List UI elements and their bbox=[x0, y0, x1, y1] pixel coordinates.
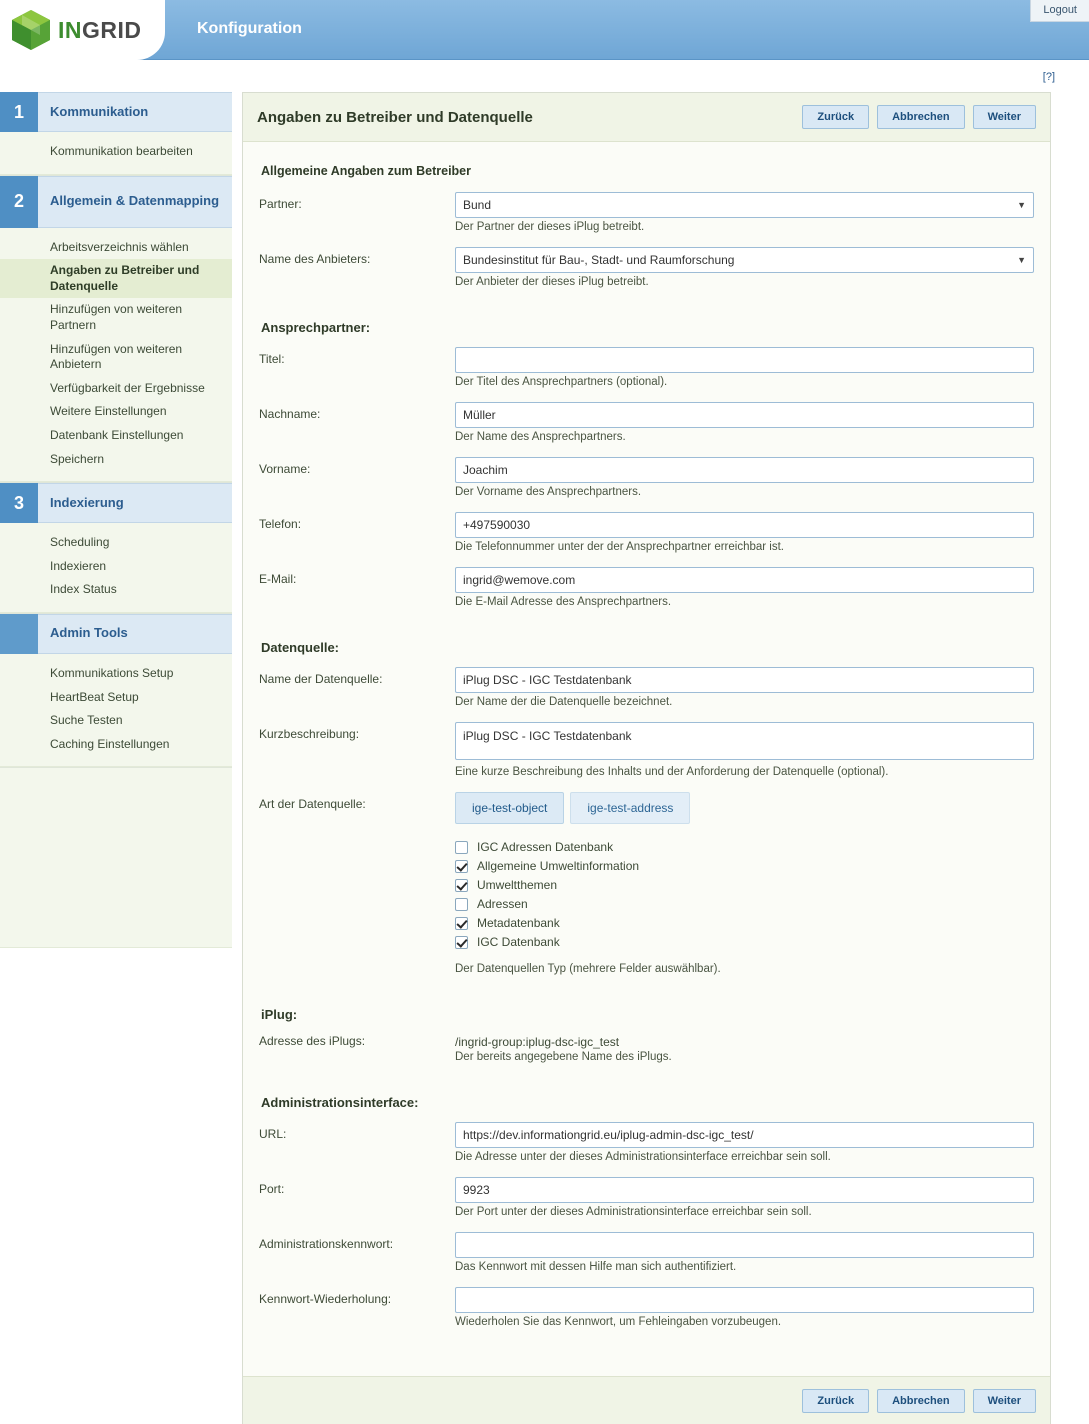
hint-iplug-address: Der bereits angegebene Name des iPlugs. bbox=[455, 1051, 672, 1063]
hint-datasource-name: Der Name der die Datenquelle bezeichnet. bbox=[455, 696, 673, 708]
port-input[interactable] bbox=[455, 1177, 1034, 1203]
title-input[interactable] bbox=[455, 347, 1034, 373]
sidebar-item-angaben-betreiber[interactable]: Angaben zu Betreiber und Datenquelle bbox=[0, 259, 232, 298]
checkbox-label-metadatenbank: Metadatenbank bbox=[477, 916, 560, 930]
label-url: URL: bbox=[259, 1127, 287, 1141]
sidebar-items-1 bbox=[0, 132, 232, 175]
field-iplug-address bbox=[259, 1034, 1034, 1073]
page-title: Konfiguration bbox=[197, 20, 302, 37]
label-datasource-name: Name der Datenquelle: bbox=[259, 672, 383, 686]
sidebar-item-speichern[interactable]: Speichern bbox=[50, 451, 105, 466]
sidebar-group-indexierung bbox=[0, 483, 232, 614]
sidebar-item-kommunikation-bearbeiten[interactable]: Kommunikation bearbeiten bbox=[50, 144, 193, 158]
partner-select[interactable] bbox=[455, 192, 1034, 218]
back-button-bottom[interactable]: Zurück bbox=[802, 1389, 869, 1413]
field-email bbox=[259, 567, 1034, 618]
checkbox-label-igc-adressen-datenbank: IGC Adressen Datenbank bbox=[477, 840, 614, 854]
field-password-repeat bbox=[259, 1287, 1034, 1338]
hint-datasource-type: Der Datenquellen Typ (mehrere Felder auswählbar). bbox=[455, 963, 721, 975]
next-button-bottom[interactable]: Weiter bbox=[973, 1389, 1036, 1413]
sidebar-item-verfuegbarkeit[interactable]: Verfügbarkeit der Ergebnisse bbox=[50, 380, 205, 395]
checkbox-label-igc-datenbank: IGC Datenbank bbox=[477, 935, 560, 949]
logo-text-grid: GRID bbox=[82, 16, 142, 43]
checkbox-label-adressen: Adressen bbox=[477, 897, 528, 911]
admin-password-input[interactable] bbox=[455, 1232, 1034, 1258]
label-port: Port: bbox=[259, 1182, 285, 1196]
help-link[interactable]: [?] bbox=[1042, 71, 1055, 83]
cancel-button-bottom[interactable]: Abbrechen bbox=[877, 1389, 964, 1413]
checkbox-label-umweltthemen: Umweltthemen bbox=[477, 878, 558, 892]
label-phone: Telefon: bbox=[259, 517, 302, 531]
sidebar-item-caching-einstellungen[interactable]: Caching Einstellungen bbox=[50, 736, 170, 751]
label-provider: Name des Anbieters: bbox=[259, 252, 371, 266]
sidebar-step-number-1: 1 bbox=[0, 92, 38, 132]
sidebar-item-suche-testen[interactable]: Suche Testen bbox=[50, 713, 123, 728]
provider-select[interactable] bbox=[455, 247, 1034, 273]
help-row bbox=[0, 60, 1089, 92]
hint-email: Die E-Mail Adresse des Ansprechpartners. bbox=[455, 596, 672, 608]
field-title bbox=[259, 347, 1034, 398]
hint-provider: Der Anbieter der dieses iPlug betreibt. bbox=[455, 276, 649, 288]
label-email: E-Mail: bbox=[259, 572, 297, 586]
field-port bbox=[259, 1177, 1034, 1228]
sidebar-item-weitere-anbieter[interactable]: Hinzufügen von weiteren Anbietern bbox=[50, 341, 183, 372]
app-header bbox=[0, 0, 1089, 60]
field-provider bbox=[259, 247, 1034, 298]
form-body bbox=[243, 142, 1050, 1358]
hint-short-description: Eine kurze Beschreibung des Inhalts und der Anforderung der Datenquelle (optional). bbox=[455, 766, 889, 778]
sidebar-item-heartbeat-setup[interactable]: HeartBeat Setup bbox=[50, 689, 139, 704]
value-iplug-address: /ingrid-group:iplug-dsc-igc_test bbox=[455, 1035, 620, 1049]
sidebar-items-4 bbox=[0, 654, 232, 767]
phone-input[interactable] bbox=[455, 512, 1034, 538]
sidebar-header-label-2: Allgemein & Datenmapping bbox=[50, 193, 220, 209]
hint-lastname: Der Name des Ansprechpartners. bbox=[455, 431, 626, 443]
hint-phone: Die Telefonnummer unter der der Ansprechpartner erreichbar ist. bbox=[455, 541, 784, 553]
tab-ige-test-object[interactable]: ige-test-object bbox=[455, 792, 564, 824]
sidebar-header-indexierung[interactable] bbox=[0, 483, 232, 523]
logo bbox=[0, 0, 165, 60]
checkbox-allgemeine-umweltinformation[interactable] bbox=[455, 860, 468, 873]
label-partner: Partner: bbox=[259, 197, 302, 211]
sidebar-step-number-blank bbox=[0, 614, 38, 654]
chevron-down-icon: ▼ bbox=[1017, 200, 1026, 210]
sidebar-group-allgemein bbox=[0, 176, 232, 484]
sidebar-header-label-1: Kommunikation bbox=[50, 103, 149, 119]
datasource-tabs bbox=[455, 792, 1034, 824]
next-button-top[interactable]: Weiter bbox=[973, 105, 1036, 129]
label-iplug-address: Adresse des iPlugs: bbox=[259, 1034, 366, 1048]
checkbox-metadatenbank[interactable] bbox=[455, 917, 468, 930]
sidebar-step-number-2: 2 bbox=[0, 176, 38, 228]
checkbox-adressen[interactable] bbox=[455, 898, 468, 911]
checkbox-row-umweltthemen[interactable] bbox=[455, 878, 1034, 892]
sidebar-step-number-3: 3 bbox=[0, 483, 38, 523]
sidebar-filler bbox=[0, 768, 232, 948]
content-title: Angaben zu Betreiber und Datenquelle bbox=[257, 108, 533, 126]
checkbox-row-igc-datenbank[interactable] bbox=[455, 935, 1034, 949]
sidebar-item-index-status[interactable]: Index Status bbox=[50, 582, 117, 597]
field-lastname bbox=[259, 402, 1034, 453]
section-operator-title: Allgemeine Angaben zum Betreiber bbox=[261, 164, 471, 178]
field-datasource-name bbox=[259, 667, 1034, 718]
content-header bbox=[243, 93, 1050, 142]
sidebar-item-datenbank-einstellungen[interactable]: Datenbank Einstellungen bbox=[50, 427, 184, 442]
checkbox-row-allgemeine-umweltinformation[interactable] bbox=[455, 859, 1034, 873]
chevron-down-icon: ▼ bbox=[1017, 255, 1026, 265]
checkbox-row-igc-adressen-datenbank[interactable] bbox=[455, 840, 1034, 854]
lastname-input[interactable] bbox=[455, 402, 1034, 428]
hint-port: Der Port unter der dieses Administrationsinterface erreichbar sein soll. bbox=[455, 1206, 812, 1218]
sidebar-header-label-3: Indexierung bbox=[50, 494, 124, 510]
sidebar-item-arbeitsverzeichnis[interactable]: Arbeitsverzeichnis wählen bbox=[50, 239, 189, 254]
content-panel bbox=[242, 92, 1051, 1424]
sidebar-header-allgemein[interactable] bbox=[0, 176, 232, 228]
label-admin-password: Administrationskennwort: bbox=[259, 1237, 394, 1251]
label-lastname: Nachname: bbox=[259, 407, 321, 421]
firstname-input[interactable] bbox=[455, 457, 1034, 483]
toolbar-bottom bbox=[243, 1376, 1050, 1424]
hint-firstname: Der Vorname des Ansprechpartners. bbox=[455, 486, 642, 498]
checkbox-row-adressen[interactable] bbox=[455, 897, 1034, 911]
hint-admin-password: Das Kennwort mit dessen Hilfe man sich authentifiziert. bbox=[455, 1261, 737, 1273]
sidebar-items-2 bbox=[0, 228, 232, 483]
hint-partner: Der Partner der dieses iPlug betreibt. bbox=[455, 221, 645, 233]
email-input[interactable] bbox=[455, 567, 1034, 593]
checkbox-umweltthemen[interactable] bbox=[455, 879, 468, 892]
sidebar-item-scheduling[interactable]: Scheduling bbox=[50, 535, 110, 550]
checkbox-igc-datenbank[interactable] bbox=[455, 936, 468, 949]
section-datasource-title: Datenquelle: bbox=[261, 640, 340, 655]
sidebar-item-kommunikations-setup[interactable]: Kommunikations Setup bbox=[50, 665, 174, 680]
cancel-button-top[interactable]: Abbrechen bbox=[877, 105, 964, 129]
field-url bbox=[259, 1122, 1034, 1173]
sidebar-item-weitere-partner[interactable]: Hinzufügen von weiteren Partnern bbox=[50, 302, 183, 332]
url-input[interactable] bbox=[455, 1122, 1034, 1148]
datasource-name-input[interactable] bbox=[455, 667, 1034, 693]
sidebar-item-weitere-einstellungen[interactable]: Weitere Einstellungen bbox=[50, 404, 167, 419]
section-contact-title: Ansprechpartner: bbox=[261, 320, 371, 335]
sidebar-group-admin-tools bbox=[0, 614, 232, 768]
section-admin-interface-title: Administrationsinterface: bbox=[261, 1095, 419, 1110]
checkbox-label-allgemeine-umweltinformation: Allgemeine Umweltinformation bbox=[477, 859, 640, 873]
checkbox-igc-adressen-datenbank[interactable] bbox=[455, 841, 468, 854]
sidebar-items-3 bbox=[0, 523, 232, 613]
datasource-type-checkbox-list bbox=[455, 840, 1034, 949]
button-row-bottom bbox=[802, 1389, 1036, 1413]
sidebar bbox=[0, 92, 232, 948]
field-phone bbox=[259, 512, 1034, 563]
tab-ige-test-address[interactable]: ige-test-address bbox=[570, 792, 690, 824]
field-admin-password bbox=[259, 1232, 1034, 1283]
sidebar-group-kommunikation bbox=[0, 92, 232, 176]
sidebar-item-indexieren[interactable]: Indexieren bbox=[50, 558, 107, 573]
toolbar-top bbox=[802, 105, 1036, 129]
logout-button[interactable]: Logout bbox=[1030, 0, 1089, 22]
field-datasource-type bbox=[259, 792, 1034, 985]
field-partner bbox=[259, 192, 1034, 243]
label-firstname: Vorname: bbox=[259, 462, 311, 476]
password-repeat-input[interactable] bbox=[455, 1287, 1034, 1313]
field-short-description bbox=[259, 722, 1034, 788]
section-iplug-title: iPlug: bbox=[261, 1007, 298, 1022]
sidebar-header-label-4: Admin Tools bbox=[50, 625, 128, 641]
label-short-description: Kurzbeschreibung: bbox=[259, 727, 360, 741]
short-description-textarea[interactable] bbox=[455, 722, 1034, 760]
logo-text bbox=[58, 17, 142, 44]
ingrid-cube-icon bbox=[10, 8, 52, 52]
sidebar-header-admin-tools[interactable] bbox=[0, 614, 232, 654]
hint-title: Der Titel des Ansprechpartners (optional). bbox=[455, 376, 668, 388]
hint-password-repeat: Wiederholen Sie das Kennwort, um Fehleingaben vorzubeugen. bbox=[455, 1316, 782, 1328]
label-title: Titel: bbox=[259, 352, 285, 366]
back-button-top[interactable]: Zurück bbox=[802, 105, 869, 129]
checkbox-row-metadatenbank[interactable] bbox=[455, 916, 1034, 930]
logo-text-in: IN bbox=[58, 16, 82, 43]
main-layout bbox=[0, 92, 1089, 1424]
label-password-repeat: Kennwort-Wiederholung: bbox=[259, 1292, 392, 1306]
label-datasource-type: Art der Datenquelle: bbox=[259, 797, 366, 811]
field-firstname bbox=[259, 457, 1034, 508]
hint-url: Die Adresse unter der dieses Administrationsinterface erreichbar sein soll. bbox=[455, 1151, 831, 1163]
sidebar-header-kommunikation[interactable] bbox=[0, 92, 232, 132]
